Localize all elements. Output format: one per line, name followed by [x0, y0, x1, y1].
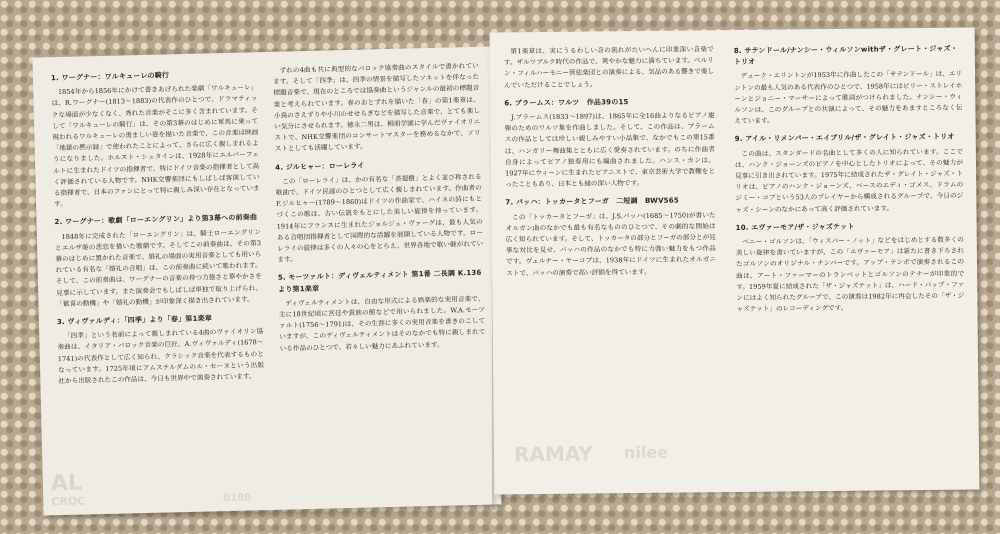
text-section: [273, 61, 481, 156]
section-body: ずれの4曲も共に典型的なバロック協奏曲のスタイルで書かれています。そして「四季」は、四季の情景を描写したソネットを伴なった標題音楽で、現在のところでは協奏曲というジャンルの最初の標題音楽と考えられています。春のおとずれを描いた「春」の第1楽章は、小鳥のさえずりや小川のせせらぎなどを描写した音楽で、とても楽しい気分にさせられます。徳永二男は、桐朋学園に学んだヴァイオリニストで、NHK交響楽団のコンサートマスターを務めるなかで、ソリストとしても活躍しています。: [273, 61, 481, 154]
left-column-1: [51, 66, 265, 394]
text-section: [734, 44, 963, 128]
ghost-stamp-left: AL: [50, 470, 83, 497]
section-body: デューク・エリントンが1953年に作曲したこの「サテンドール」は、エリントンの最も人気のある代表作のひとつで、1958年にはビリー・ストレイホーンとジョニー・マーサーによって歌詞がつけられました。ナンシー・ウィルソンは、このグループとの共演によって、その魅力をあますところなく伝えています。: [734, 70, 963, 126]
ghost-catalog-left: 0180: [223, 492, 252, 505]
section-heading: 9. アイル・リメンバー・エイプリル/ザ・グレイト・ジャズ・トリオ: [734, 133, 955, 144]
section-body: ベニー・ゴルソンは、「ウィスパー・ノット」などをはじめとする数多くの美しい旋律を書いていますが、この「エヴァーモア」は新たに書き下ろされたゴルソンのオリジナル・ナンバーです。アップ・テンポで演奏されるこの曲は、アート・ファーマーのトランペットとゴルソンのテナーが印象的です。1959年夏に結成された「ザ・ジャズテット」は、ハード・バップ・ファンにはよく知られたグループで、この演奏は1982年に再会したその「ザ・ジャズテット」のレコーディングです。: [735, 235, 965, 314]
left-column-2: [273, 61, 486, 362]
right-column-1: [504, 44, 717, 286]
text-section: [735, 132, 964, 216]
section-body: 第1楽章は、実にうるわしい音の流れがたいへんに印象深い音楽です。ザルツブルク時代の作品で、爽やかな魅力に満ちています。ベルリン・フィルハーモニー管弦楽団との演奏による、気品のある響きで楽しんでいただけることでしょう。: [503, 45, 715, 90]
text-section: [275, 157, 483, 266]
section-heading: 2. ワーグナー：歌劇「ローエングリン」より第3幕への前奏曲: [54, 213, 258, 227]
section-body: この曲は、スタンダードの名曲として多くの人に知られています。ここでは、ハンク・ジョーンズのピアノを中心としたトリオによって、その魅力が見事に引き出されています。1975年に結成されたザ・グレイト・ジャズ・トリオは、ピアノのハンク・ジョーンズ、ベースのエディ・ゴメス、ドラムのジミー・コブという53人のプレイヤーから構成されるグループで、今日のジャズ・シーンのなかにあって高く評価されています。: [734, 147, 964, 214]
text-section: [504, 44, 714, 91]
section-heading: 1. ワーグナー：ワルキューレの騎行: [50, 71, 170, 83]
text-section: [54, 213, 262, 311]
section-body: ディヴェルティメントは、自由な形式による娯楽的な実用音楽で、主に18世紀頃に宮廷や貴族の館などで用いられました。W.A.モーツァルト(1756〜1791)は、その生涯に多くの実用音楽を書きのこしていますが、このディヴェルティメントはそのなかでも特に親しまれている作品のひとつで、若々しい魅力にあふれています。: [278, 294, 486, 353]
section-body: J.ブラームス(1833〜1897)は、1865年に全16曲よりなるピアノ連弾のためのワルツ集を作曲しました。そして、この作品は、ブラームスの作品としては珍しい親しみやすい小品集で、なかでもこの第15番は、ハンガリー舞曲集とともに広く愛奏されています。のちに作曲者自身によってピアノ独奏用にも編曲されました。ハンス・カンは、1927年にウィーンに生まれたピアニストで、東京芸術大学で教鞭をとったこともあり、日本とも縁の深い人物です。: [504, 111, 716, 189]
text-section: [505, 196, 716, 280]
section-heading: 6. ブラームス：ワルツ 作品39の15: [504, 97, 629, 108]
text-section: [278, 268, 486, 354]
ghost-stamp-right: RAMAY: [513, 441, 593, 467]
section-heading: 5. モーツァルト：ディヴェルティメント 第1番 二長調 K.136より第1楽章: [277, 269, 482, 294]
section-heading: 8. サテンドール/ナンシー・ウィルソンwithザ・グレート・ジャズ・トリオ: [733, 44, 958, 67]
right-column-2: [734, 42, 965, 323]
section-body: 1848年に完成された「ローエングリン」は、騎士ローエングリンとエルザ姫の悲恋を描いた歌劇です。そしてこの前奏曲は、その第3幕のはじめに置かれた音楽で、婚礼の場面の実用音楽としても用いられている有名な「婚礼の合唱」は、この前奏曲に続いて歌われます。そして、この前奏曲は、ワーグナーの音楽の持つ力強さと華やかさを見事に示しています。また演奏会でもしばしば単独で取り上げられ、「歓喜の動機」や「婚礼の動機」が印象深く描き出されています。: [55, 227, 263, 309]
ghost-stamp-right-2: nilee: [623, 442, 669, 463]
right-page: [490, 27, 980, 494]
section-heading: 10. エヴァーモア/ザ・ジャズテット: [735, 222, 855, 232]
section-body: 「四季」という名前によって親しまれている4曲のヴァイオリン協奏曲は、イタリア・バロック音楽の巨匠、A.ヴィヴァルディ(1678〜1741)の代表作として広く知られ、クラシック音楽を代表するものとなっています。1725年頃にアムステルダムのル・セーヌという出版社から出版されたこの作品は、今日も世界中で演奏されています。: [57, 327, 265, 386]
text-section: [736, 220, 965, 315]
section-body: この「ローレライ」は、かの有名な「菩提樹」とよく並び称される歌曲で、ドイツ民謡のひとつとして広く親しまれています。作曲者のF.ジルヒャー(1789〜1860)はドイツの作曲家で、ハイネの詩にもとづくこの歌は、古い伝説をもとにした美しい旋律を持っています。1914年にフランスに生まれたジョルジュ・ヴァーグは、最も人気のある合唱団指揮者として国際的な活躍を展開している人物です。ローレライの旋律は多くの人々の心をとらえ、世界各地で歌い継がれています。: [275, 172, 484, 264]
section-heading: 3. ヴィヴァルディ：「四季」より「春」第1楽章: [56, 314, 213, 327]
left-page: [32, 46, 501, 515]
text-section: [57, 312, 265, 387]
text-section: [504, 96, 715, 191]
text-section: [51, 68, 260, 210]
section-body: 1854年から1856年にかけて書きあげられた楽劇「ワルキューレ」は、R.ワーグナー(1813〜1883)の代表作のひとつで、ドラマティックな場面が少なくなく、秀れた音楽がそこに多く含まれています。そして「ワルキューレの騎行」は、その第3幕のはじめに軍馬に乗って現われるワルキューレの勇ましい姿を描いた音楽で、この音楽は映画「地獄の黙示録」で使われたことによって、さらに広く親しまれるようになりました。ホルスト・シュタインは、1928年にエルバーフェルトに生まれたドイツの指揮者で、特にドイツ音楽の指揮者として高く評価されている人物です。NHK交響楽団にもしばしば客演している指揮者で、日本のファンにとって特に親しみ深い存在となっています。: [51, 83, 260, 209]
section-heading: 4. ジルヒャー：ローレライ: [275, 161, 365, 172]
section-body: この「トッカータとフーガ」は、J.S.バッハ(1685〜1750)が書いたオルガン曲のなかでも最も有名なもののひとつで、その劇的な開始は広く知られています。そして、トッカータの部分とフーガの部分とが見事な対比を見せ、バッハの作品のなかでも特に力強い魅力をもつ作品です。ヴェルナー・ヤーコプは、1938年にドイツに生まれたオルガニストで、バッハの演奏で高い評価を得ています。: [505, 210, 717, 278]
section-heading: 7. バッハ：トッカータとフーガ 二短調 BWV565: [505, 197, 679, 207]
ghost-code-left: CROC: [51, 494, 86, 509]
